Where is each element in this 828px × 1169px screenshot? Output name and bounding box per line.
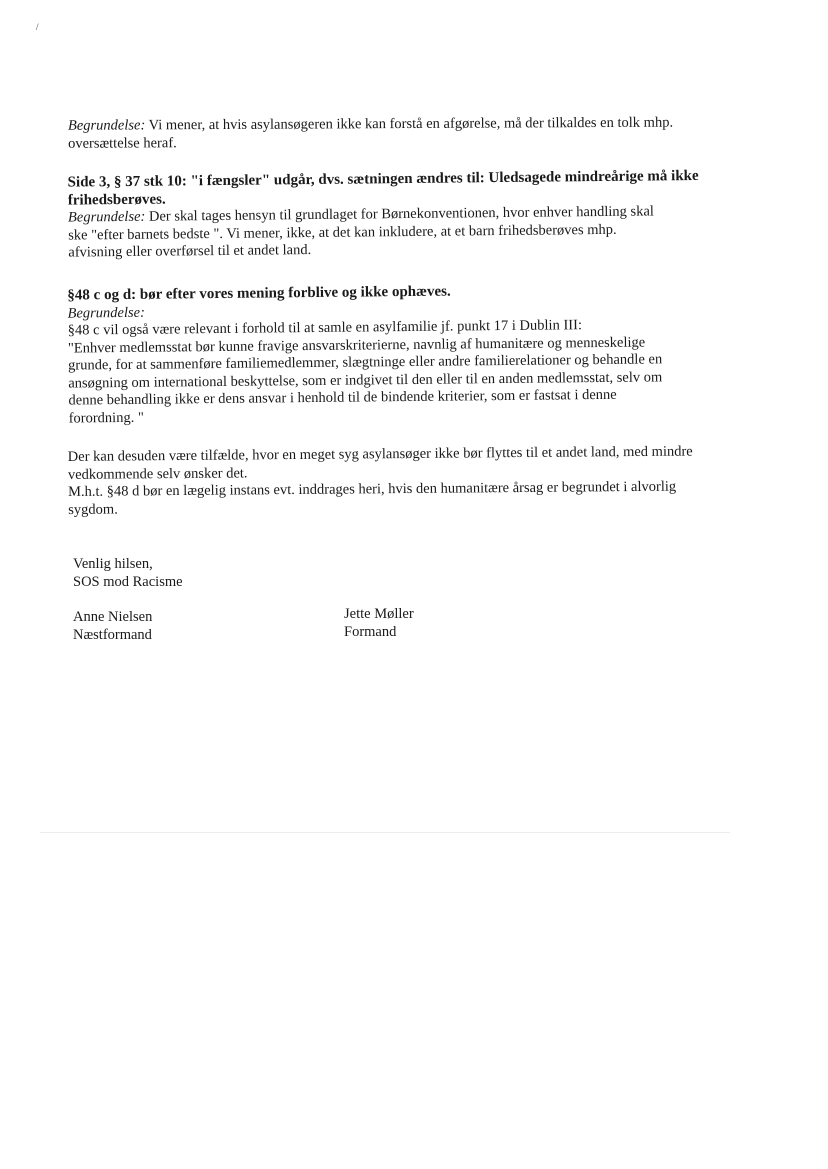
section-48 [67, 280, 748, 427]
s48-heading: §48 c og d: bør efter vores mening forblive og ikke ophæves. [67, 283, 451, 304]
side3-heading-2: frihedsberøves. [67, 191, 166, 209]
signatory-title: Næstformand [73, 626, 152, 643]
scan-mark: / [36, 22, 39, 32]
s48-text-2: "Enhver medlemsstat bør kunne fravige ansvarskriterierne, navnlig af humanitære og menneskelige [67, 334, 646, 357]
p1-text-1: Vi mener, at hvis asylansøgeren ikke kan forstå en afgørelse, må der tilkaldes en tolk mhp. [148, 114, 674, 134]
side3-text-1: Der skal tages hensyn til grundlaget for Børnekonventionen, hvor enhver handling skal [148, 203, 654, 225]
organization: SOS mod Racisme [73, 573, 183, 590]
begrundelse-label: Begrundelse: [67, 117, 146, 134]
side3-heading-1: Side 3, § 37 stk 10: "i fængsler" udgår, dvs. sætningen ændres til: Uledsagede mindreårige må ikke [67, 167, 699, 191]
final-text-2: vedkommende selv ønsker det. [67, 464, 248, 483]
paragraph-final [68, 443, 749, 519]
s48-text-5: denne behandling ikke er dens ansvar i henhold til de bindende kriterier, som er fastsat i denne [68, 386, 617, 409]
signatory-2 [344, 606, 414, 641]
side3-text-2: ske "efter barnets bedste ". Vi mener, ikke, at det kan inkludere, at et barn frihedsberøves mhp. [68, 221, 617, 244]
signatory-name: Jette Møller [344, 606, 414, 622]
section-side3 [68, 167, 749, 262]
signatory-name: Anne Nielsen [73, 609, 153, 625]
greeting: Venlig hilsen, [73, 556, 153, 572]
signatory-1 [73, 609, 152, 644]
side3-text-3: afvisning eller overførsel til et andet land. [68, 242, 312, 261]
signatory-title: Formand [344, 623, 397, 640]
begrundelse-label: Begrundelse: [67, 208, 146, 226]
final-text-3: M.h.t. §48 d bør en lægelig instans evt. inddrages heri, hvis den humanitære årsag er begrundet i alvorlig [68, 478, 677, 500]
paragraph-1 [68, 114, 748, 153]
s48-text-3: grunde, for at sammenføre familiemedlemmer, slægtninge eller andre familierelationer og behandle en [68, 351, 663, 374]
p1-text-2: oversættelse heraf. [68, 134, 177, 152]
closing [73, 556, 183, 591]
s48-text-6: forordning. " [68, 409, 144, 427]
scan-artifact-line [40, 832, 730, 833]
s48-text-4: ansøgning om international beskyttelse, som er indgivet til den eller til en anden medlemsstat, selv om [68, 368, 663, 392]
begrundelse-label: Begrundelse: [67, 304, 145, 322]
final-text-4: sygdom. [68, 501, 118, 518]
s48-text-1: §48 c vil også være relevant i forhold til at samle en asylfamilie jf. punkt 17 i Dublin III: [67, 317, 583, 339]
final-text-1: Der kan desuden være tilfælde, hvor en meget syg asylansøger ikke bør flyttes til et andet land, med mindre [67, 443, 693, 465]
